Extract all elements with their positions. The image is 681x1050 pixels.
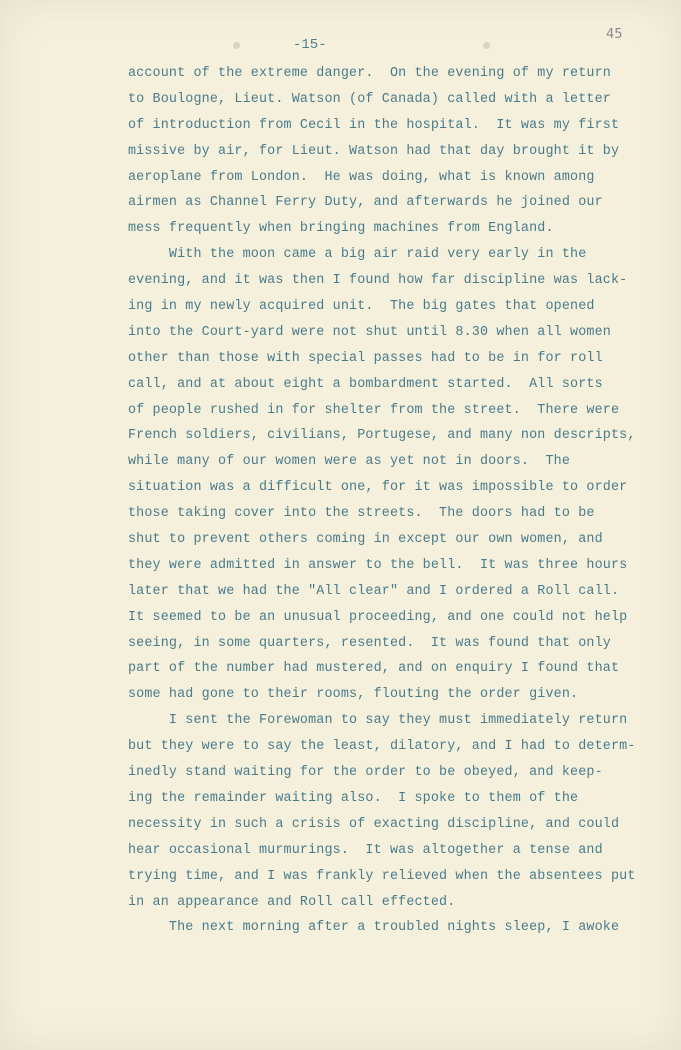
text-line: later that we had the "All clear" and I ordered a Roll call. — [128, 583, 620, 599]
text-line: French soldiers, civilians, Portugese, and many non descripts, — [128, 428, 636, 444]
text-line: situation was a difficult one, for it was impossible to order — [128, 480, 628, 496]
text-line: some had gone to their rooms, flouting the order given. — [128, 687, 579, 703]
text-line: account of the extreme danger. On the evening of my return — [128, 66, 611, 81]
text-line: while many of our women were as yet not in doors. The — [128, 454, 571, 470]
text-line: into the Court-yard were not shut until 8.30 when all women — [128, 324, 611, 340]
text-line: I sent the Forewoman to say they must immediately return — [128, 713, 628, 729]
punch-hole-left — [233, 42, 240, 49]
text-line: evening, and it was then I found how far discipline was lack- — [128, 273, 628, 289]
text-line: It seemed to be an unusual proceeding, and one could not help — [128, 609, 628, 625]
text-line: airmen as Channel Ferry Duty, and afterwards he joined our — [128, 195, 603, 211]
text-line: With the moon came a big air raid very early in the — [128, 247, 587, 263]
text-line: missive by air, for Lieut. Watson had that day brought it by — [128, 143, 620, 159]
punch-hole-right — [483, 42, 490, 49]
text-line: they were admitted in answer to the bell. It was three hours — [128, 557, 628, 573]
text-line: mess frequently when bringing machines from England. — [128, 221, 554, 237]
handwritten-page-annotation: 45 — [606, 27, 623, 42]
text-line: to Boulogne, Lieut. Watson (of Canada) called with a letter — [128, 91, 611, 107]
typed-body-text — [128, 61, 636, 941]
text-line: The next morning after a troubled nights sleep, I awoke — [128, 920, 620, 936]
text-line: those taking cover into the streets. The doors had to be — [128, 506, 595, 522]
text-line: part of the number had mustered, and on enquiry I found that — [128, 661, 620, 677]
text-line: necessity in such a crisis of exacting discipline, and could — [128, 816, 620, 832]
text-line: aeroplane from London. He was doing, what is known among — [128, 169, 595, 185]
text-line: shut to prevent others coming in except our own women, and — [128, 532, 603, 548]
text-line: trying time, and I was frankly relieved when the absentees put — [128, 868, 636, 884]
text-line: ing in my newly acquired unit. The big gates that opened — [128, 299, 595, 315]
text-line: of people rushed in for shelter from the street. There were — [128, 402, 620, 418]
text-line: of introduction from Cecil in the hospital. It was my first — [128, 117, 620, 133]
text-line: seeing, in some quarters, resented. It was found that only — [128, 635, 611, 651]
text-line: in an appearance and Roll call effected. — [128, 894, 456, 910]
text-line: call, and at about eight a bombardment started. All sorts — [128, 376, 603, 392]
text-line: hear occasional murmurings. It was altogether a tense and — [128, 842, 603, 858]
text-line: other than those with special passes had to be in for roll — [128, 350, 603, 366]
text-line: inedly stand waiting for the order to be obeyed, and keep- — [128, 765, 603, 781]
text-line: ing the remainder waiting also. I spoke to them of the — [128, 790, 579, 806]
text-line: but they were to say the least, dilatory, and I had to determ- — [128, 739, 636, 755]
page-number: -15- — [293, 37, 327, 53]
